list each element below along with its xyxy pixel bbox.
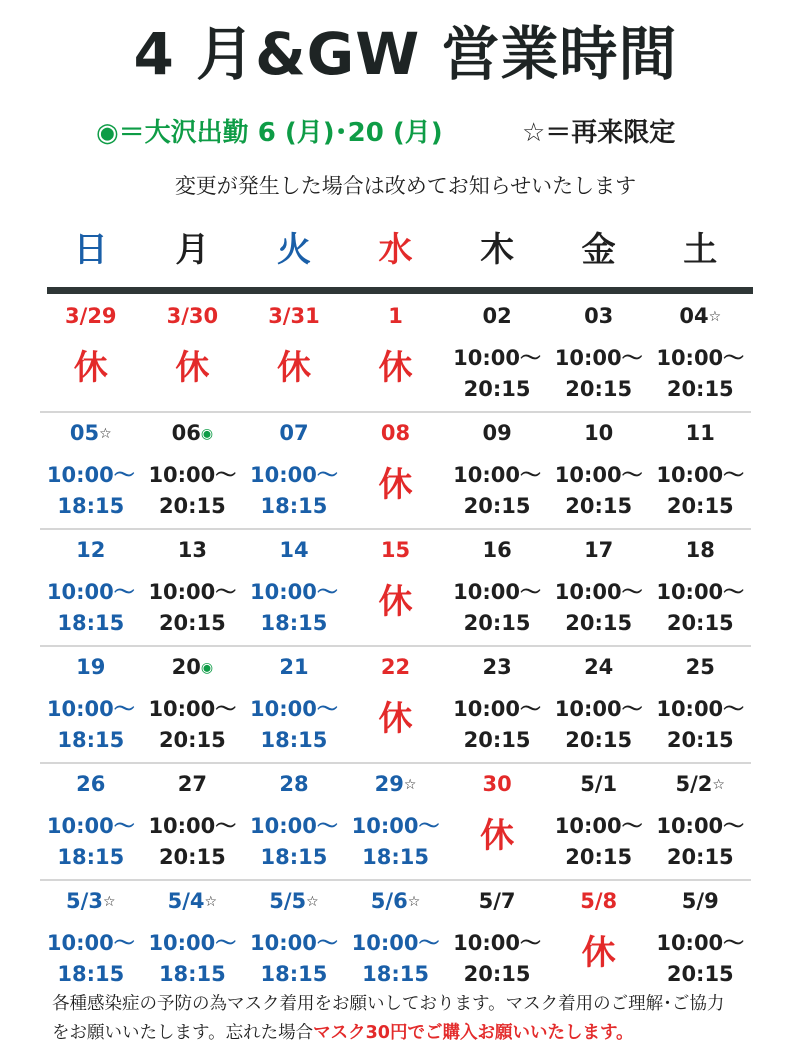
date-label: 5/4: [167, 889, 205, 913]
open-time: 10:00～: [453, 580, 542, 604]
open-time: 10:00～: [351, 931, 440, 955]
day-cell: [40, 530, 142, 645]
open-time: 10:00～: [351, 814, 440, 838]
day-cell: [446, 530, 548, 645]
date-label: 13: [177, 538, 207, 562]
day-number: [446, 421, 548, 445]
day-cell: [142, 296, 244, 411]
page-title: 4 月&GW 営業時間: [133, 20, 678, 88]
close-time: 20:15: [666, 377, 734, 401]
date-label: 20: [171, 655, 201, 679]
open-time: 10:00～: [250, 463, 338, 487]
day-number: [446, 772, 548, 796]
date-label: 5/7: [478, 889, 516, 913]
mask-notice: [52, 990, 772, 1048]
close-time: 18:15: [57, 611, 125, 635]
close-time: 20:15: [565, 728, 633, 752]
day-number: [142, 538, 244, 562]
date-label: 14: [279, 538, 309, 562]
day-number: [142, 772, 244, 796]
day-number: [142, 889, 244, 913]
day-number: [649, 772, 751, 796]
day-number: [345, 655, 447, 679]
day-number: [243, 889, 345, 913]
day-number: [40, 421, 142, 445]
close-time: 18:15: [260, 845, 328, 869]
open-time: 10:00～: [656, 931, 745, 955]
weekday-sat: 土: [683, 230, 718, 270]
date-label: 19: [76, 655, 106, 679]
open-time: 10:00～: [554, 814, 643, 838]
mask-notice-line-1: 各種感染症の予防の為マスク着用をお願いしております。マスク着用のご理解･ご協力: [52, 994, 725, 1014]
close-time: 18:15: [260, 494, 328, 518]
day-number: [345, 772, 447, 796]
open-time: 10:00～: [148, 931, 237, 955]
day-number: [446, 538, 548, 562]
day-number: [40, 538, 142, 562]
star-mark-icon: ☆: [204, 894, 218, 910]
day-number: [243, 772, 345, 796]
day-cell: [446, 647, 548, 762]
day-cell: [243, 647, 345, 762]
close-time: 20:15: [666, 962, 734, 986]
closed-label: 休: [73, 348, 108, 388]
date-label: 08: [380, 421, 411, 445]
day-cell: [649, 647, 751, 762]
open-time: 10:00～: [250, 814, 338, 838]
day-number: [142, 304, 244, 328]
weekday-wed: 水: [378, 230, 413, 270]
day-number: [649, 421, 751, 445]
weekday-sun: 日: [73, 230, 108, 270]
closed-label: 休: [175, 348, 210, 388]
day-number: [345, 889, 447, 913]
closed-label: 休: [378, 465, 413, 505]
close-time: 18:15: [57, 845, 125, 869]
day-number: [446, 655, 548, 679]
date-label: 28: [279, 772, 309, 796]
header-divider: [47, 287, 753, 294]
day-number: [548, 421, 650, 445]
day-cell: [649, 881, 751, 996]
day-cell: [40, 647, 142, 762]
day-cell: [345, 413, 447, 528]
day-cell: [548, 764, 650, 879]
week-row: [40, 411, 751, 528]
mask-price-highlight: マスク30円でご購入お願いいたします。: [313, 1023, 634, 1043]
star-mark-icon: ☆: [403, 777, 417, 793]
star-mark-icon: ☆: [708, 309, 722, 325]
open-time: 10:00～: [46, 697, 135, 721]
closed-label: 休: [581, 933, 616, 973]
close-time: 20:15: [463, 377, 531, 401]
close-time: 20:15: [158, 845, 226, 869]
date-label: 24: [584, 655, 614, 679]
day-cell: [345, 647, 447, 762]
calendar-grid: [40, 296, 751, 996]
date-label: 03: [584, 304, 614, 328]
day-cell: [446, 881, 548, 996]
day-number: [548, 538, 650, 562]
legend-staff-note: ◉＝大沢出勤 6 (月)･20 (月): [96, 118, 443, 148]
day-cell: [548, 413, 650, 528]
close-time: 18:15: [57, 962, 125, 986]
open-time: 10:00～: [250, 580, 338, 604]
day-number: [649, 538, 751, 562]
date-label: 04: [679, 304, 709, 328]
day-cell: [243, 764, 345, 879]
close-time: 20:15: [565, 377, 633, 401]
date-label: 30: [482, 772, 512, 796]
day-number: [548, 304, 650, 328]
date-label: 17: [584, 538, 614, 562]
day-number: [40, 304, 142, 328]
change-notice: 変更が発生した場合は改めてお知らせいたします: [174, 174, 637, 198]
day-cell: [548, 647, 650, 762]
close-time: 20:15: [565, 494, 633, 518]
weekday-thu: 木: [480, 230, 515, 270]
week-row: [40, 762, 751, 879]
open-time: 10:00～: [148, 814, 237, 838]
date-label: 22: [380, 655, 411, 679]
closed-label: 休: [378, 348, 413, 388]
date-label: 21: [279, 655, 309, 679]
day-number: [345, 538, 447, 562]
weekday-fri: 金: [581, 230, 616, 270]
close-time: 18:15: [57, 494, 125, 518]
staff-mark-icon: ◉: [200, 426, 214, 442]
close-time: 18:15: [362, 962, 429, 986]
day-cell: [243, 881, 345, 996]
close-time: 20:15: [666, 611, 734, 635]
close-time: 20:15: [463, 728, 531, 752]
open-time: 10:00～: [250, 697, 338, 721]
day-number: [243, 304, 345, 328]
close-time: 20:15: [463, 962, 531, 986]
date-label: 07: [279, 421, 309, 445]
date-label: 3/30: [166, 304, 219, 328]
close-time: 18:15: [260, 611, 328, 635]
day-number: [243, 538, 345, 562]
weekday-header: [40, 222, 751, 272]
close-time: 20:15: [666, 728, 734, 752]
day-number: [548, 655, 650, 679]
date-label: 15: [380, 538, 411, 562]
weekday-tue: 火: [276, 230, 311, 270]
open-time: 10:00～: [46, 931, 135, 955]
day-cell: [548, 530, 650, 645]
open-time: 10:00～: [250, 931, 338, 955]
open-time: 10:00～: [453, 346, 542, 370]
open-time: 10:00～: [554, 580, 643, 604]
open-time: 10:00～: [453, 697, 542, 721]
mask-notice-line-2: [52, 1019, 772, 1048]
day-number: [142, 421, 244, 445]
date-label: 26: [76, 772, 106, 796]
open-time: 10:00～: [148, 697, 237, 721]
star-mark-icon: ☆: [407, 894, 421, 910]
date-label: 29: [374, 772, 404, 796]
day-number: [649, 655, 751, 679]
date-label: 12: [76, 538, 106, 562]
close-time: 18:15: [57, 728, 125, 752]
week-row: [40, 296, 751, 411]
date-label: 05: [69, 421, 100, 445]
closed-label: 休: [276, 348, 311, 388]
close-time: 20:15: [565, 845, 633, 869]
open-time: 10:00～: [656, 814, 745, 838]
date-label: 3/31: [268, 304, 320, 328]
open-time: 10:00～: [656, 346, 745, 370]
day-cell: [446, 764, 548, 879]
date-label: 5/1: [580, 772, 618, 796]
date-label: 09: [482, 421, 512, 445]
day-cell: [142, 881, 244, 996]
star-mark-icon: ☆: [712, 777, 725, 793]
day-number: [40, 889, 142, 913]
week-row: [40, 528, 751, 645]
day-number: [243, 655, 345, 679]
day-cell: [345, 881, 447, 996]
date-label: 5/9: [681, 889, 719, 913]
day-cell: [649, 296, 751, 411]
date-label: 3/29: [65, 304, 117, 328]
open-time: 10:00～: [46, 463, 135, 487]
closed-label: 休: [378, 582, 413, 622]
day-cell: [40, 296, 142, 411]
close-time: 18:15: [362, 845, 429, 869]
day-cell: [649, 413, 751, 528]
close-time: 20:15: [158, 494, 226, 518]
week-row: [40, 645, 751, 762]
day-cell: [446, 413, 548, 528]
close-time: 20:15: [666, 494, 734, 518]
date-label: 5/2: [675, 772, 713, 796]
star-mark-icon: ☆: [99, 426, 112, 442]
open-time: 10:00～: [656, 463, 745, 487]
close-time: 18:15: [260, 962, 328, 986]
close-time: 20:15: [666, 845, 734, 869]
open-time: 10:00～: [554, 463, 643, 487]
open-time: 10:00～: [148, 580, 237, 604]
day-cell: [243, 413, 345, 528]
day-number: [40, 655, 142, 679]
day-cell: [142, 530, 244, 645]
day-cell: [40, 881, 142, 996]
day-cell: [446, 296, 548, 411]
day-number: [548, 772, 650, 796]
day-cell: [649, 764, 751, 879]
week-row: [40, 879, 751, 996]
close-time: 20:15: [463, 611, 531, 635]
close-time: 20:15: [158, 728, 226, 752]
open-time: 10:00～: [148, 463, 237, 487]
day-number: [446, 304, 548, 328]
date-label: 11: [685, 421, 715, 445]
day-cell: [649, 530, 751, 645]
day-number: [345, 304, 447, 328]
day-number: [345, 421, 447, 445]
day-number: [548, 889, 650, 913]
day-number: [243, 421, 345, 445]
date-label: 06: [171, 421, 201, 445]
day-cell: [345, 296, 447, 411]
open-time: 10:00～: [453, 931, 542, 955]
day-number: [446, 889, 548, 913]
date-label: 1: [388, 304, 403, 328]
close-time: 18:15: [260, 728, 328, 752]
date-label: 10: [584, 421, 614, 445]
day-cell: [548, 296, 650, 411]
closed-label: 休: [480, 816, 515, 856]
day-number: [40, 772, 142, 796]
day-cell: [243, 296, 345, 411]
day-cell: [40, 413, 142, 528]
date-label: 5/8: [580, 889, 618, 913]
date-label: 5/5: [269, 889, 307, 913]
date-label: 18: [685, 538, 715, 562]
closed-label: 休: [378, 699, 413, 739]
date-label: 16: [482, 538, 512, 562]
open-time: 10:00～: [554, 697, 643, 721]
open-time: 10:00～: [554, 346, 643, 370]
day-number: [649, 889, 751, 913]
legend: [0, 112, 811, 152]
staff-mark-icon: ◉: [200, 660, 214, 676]
day-cell: [345, 530, 447, 645]
open-time: 10:00～: [46, 814, 135, 838]
weekday-mon: 月: [175, 230, 210, 270]
day-cell: [345, 764, 447, 879]
day-cell: [243, 530, 345, 645]
day-cell: [142, 413, 244, 528]
date-label: 27: [177, 772, 207, 796]
close-time: 20:15: [463, 494, 531, 518]
open-time: 10:00～: [453, 463, 542, 487]
close-time: 20:15: [565, 611, 633, 635]
close-time: 18:15: [158, 962, 226, 986]
date-label: 25: [685, 655, 715, 679]
day-cell: [142, 647, 244, 762]
day-cell: [40, 764, 142, 879]
date-label: 02: [482, 304, 512, 328]
legend-star-note: ☆＝再来限定: [522, 118, 676, 148]
open-time: 10:00～: [46, 580, 135, 604]
day-cell: [142, 764, 244, 879]
day-cell: [548, 881, 650, 996]
star-mark-icon: ☆: [102, 894, 116, 910]
day-number: [649, 304, 751, 328]
date-label: 23: [482, 655, 512, 679]
close-time: 20:15: [158, 611, 226, 635]
day-number: [142, 655, 244, 679]
date-label: 5/3: [66, 889, 103, 913]
open-time: 10:00～: [656, 697, 745, 721]
star-mark-icon: ☆: [306, 894, 319, 910]
mask-notice-text: をお願いいたします。忘れた場合: [52, 1023, 314, 1043]
date-label: 5/6: [370, 889, 408, 913]
open-time: 10:00～: [656, 580, 745, 604]
